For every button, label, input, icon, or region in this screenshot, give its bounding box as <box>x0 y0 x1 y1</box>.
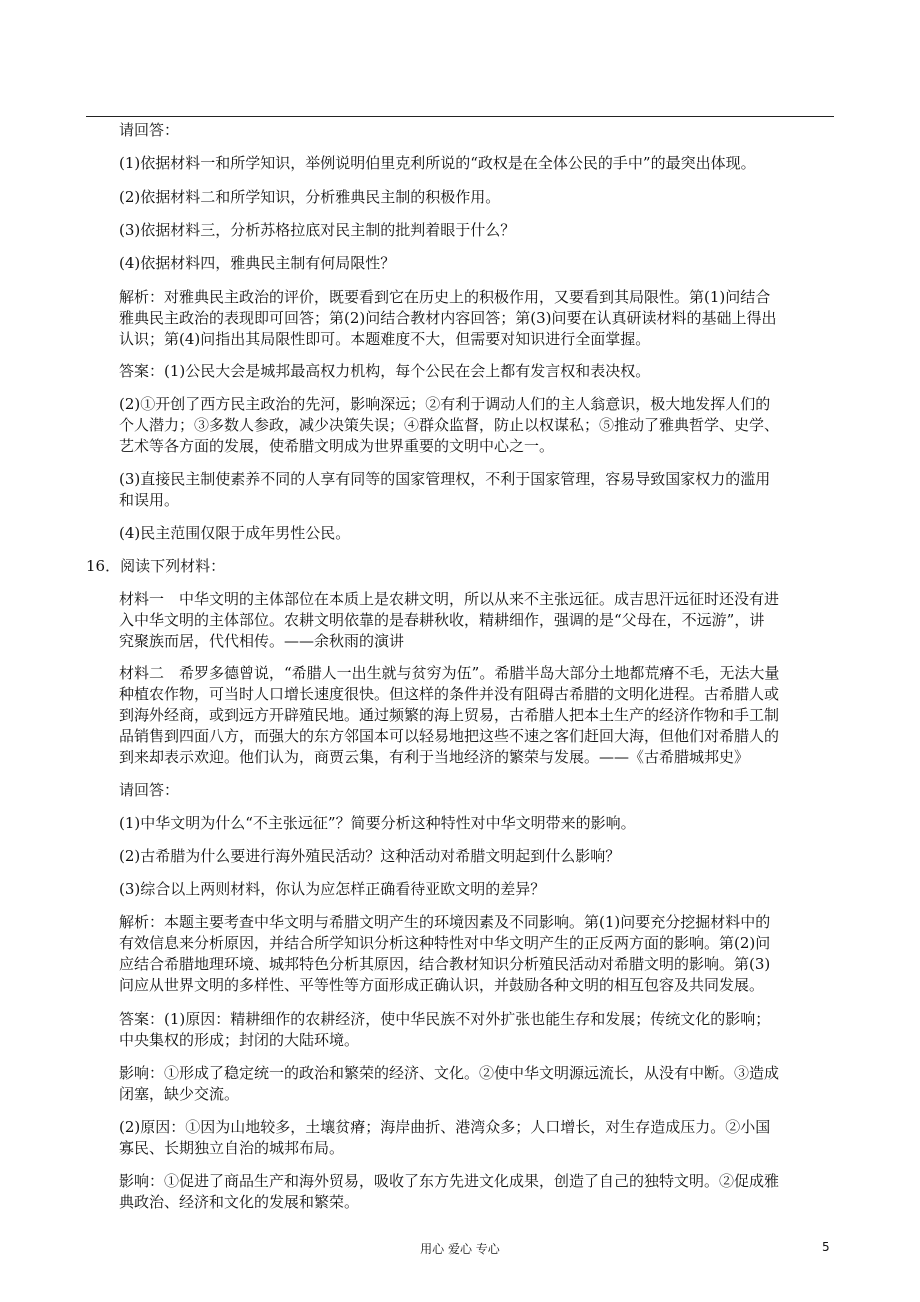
text-line: (1)依据材料一和所学知识，举例说明伯里克利所说的“政权是在全体公民的手中”的最突出体现。 <box>119 154 756 172</box>
text-line: 答案：(1)原因：精耕细作的农耕经济，使中华民族不对外扩张也能生存和发展；传统文化的影响； <box>119 1010 771 1028</box>
text-line: (3)直接民主制使素养不同的人享有同等的国家管理权，不利于国家管理，容易导致国家权力的滥用 <box>119 470 771 488</box>
text-line: 应结合希腊地理环境、城邦特色分析其原因，结合教材知识分析殖民活动对希腊文明的影响。第(3) <box>119 955 771 973</box>
page-footer: 用心 爱心 专心 <box>420 1242 500 1256</box>
text-line: 典政治、经济和文化的发展和繁荣。 <box>119 1193 360 1211</box>
text-line: (1)中华文明为什么“不主张远征”？简要分析这种特性对中华文明带来的影响。 <box>119 814 636 832</box>
text-line: (2)①开创了西方民主政治的先河，影响深远；②有利于调动人们的主人翁意识，极大地发挥人们的 <box>119 395 771 413</box>
text-line: 材料一 中华文明的主体部位在本质上是农耕文明，所以从来不主张远征。成吉思汗远征时还没有进 <box>119 590 780 608</box>
text-line: 解析：本题主要考查中华文明与希腊文明产生的环境因素及不同影响。第(1)问要充分挖掘材料中的 <box>119 913 771 931</box>
text-line: (2)古希腊为什么要进行海外殖民活动？这种活动对希腊文明起到什么影响？ <box>119 847 621 865</box>
text-line: 答案：(1)公民大会是城邦最高权力机构，每个公民在会上都有发言权和表决权。 <box>119 362 651 380</box>
text-line: 入中华文明的主体部位。农耕文明依靠的是春耕秋收，精耕细作，强调的是“父母在，不远游”，讲 <box>119 611 765 629</box>
text-line: 解析：对雅典民主政治的评价，既要看到它在历史上的积极作用，又要看到其局限性。第(1)问结合 <box>119 288 771 306</box>
text-line: 究聚族而居，代代相传。——余秋雨的演讲 <box>119 632 405 650</box>
text-line: 中央集权的形成；封闭的大陆环境。 <box>119 1031 360 1049</box>
text-line: 影响：①促进了商品生产和海外贸易，吸收了东方先进文化成果，创造了自己的独特文明。②促成雅 <box>119 1172 780 1190</box>
text-line: 请回答： <box>119 121 180 139</box>
text-line: (4)依据材料四，雅典民主制有何局限性？ <box>119 254 396 272</box>
text-line: 影响：①形成了稳定统一的政治和繁荣的经济、文化。②使中华文明源远流长，从没有中断。③造成 <box>119 1064 780 1082</box>
text-line: (2)依据材料二和所学知识，分析雅典民主制的积极作用。 <box>119 188 501 206</box>
text-line: 闭塞，缺少交流。 <box>119 1085 240 1103</box>
text-line: 寡民、长期独立自治的城邦布局。 <box>119 1139 345 1157</box>
text-line: 有效信息来分析原因，并结合所学知识分析这种特性对中华文明产生的正反两方面的影响。第(2)问 <box>119 934 771 952</box>
header-rule <box>86 116 834 117</box>
text-line: 品销售到四面八方，而强大的东方邻国本可以轻易地把这些不速之客们赶回大海，但他们对希腊人的 <box>119 727 780 745</box>
text-line: 请回答： <box>119 781 180 799</box>
text-line: (4)民主范围仅限于成年男性公民。 <box>119 524 351 542</box>
text-line: 种植农作物，可当时人口增长速度很快。但这样的条件并没有阻碍古希腊的文明化进程。古希腊人或 <box>119 685 780 703</box>
question-number: 16．阅读下列材料： <box>86 557 226 575</box>
text-line: 认识；第(4)问指出其局限性即可。本题难度不大，但需要对知识进行全面掌握。 <box>119 330 651 348</box>
page-number: 5 <box>822 1240 830 1254</box>
text-line: 艺术等各方面的发展，使希腊文明成为世界重要的文明中心之一。 <box>119 437 555 455</box>
text-line: 到海外经商，或到远方开辟殖民地。通过频繁的海上贸易，古希腊人把本土生产的经济作物和手工制 <box>119 706 780 724</box>
text-line: 雅典民主政治的表现即可回答；第(2)问结合教材内容回答；第(3)问要在认真研读材料的基础上得出 <box>119 309 777 327</box>
text-line: 材料二 希罗多德曾说，“希腊人一出生就与贫穷为伍”。希腊半岛大部分土地都荒瘠不毛，无法大量 <box>119 664 780 682</box>
text-line: 个人潜力；③多数人参政，减少决策失误；④群众监督，防止以权谋私；⑤推动了雅典哲学、史学、 <box>119 416 780 434</box>
text-line: (3)依据材料三，分析苏格拉底对民主制的批判着眼于什么？ <box>119 221 516 239</box>
text-line: (2)原因：①因为山地较多，土壤贫瘠；海岸曲折、港湾众多；人口增长，对生存造成压力。②小国 <box>119 1118 771 1136</box>
text-line: 和误用。 <box>119 491 180 509</box>
text-line: 到来却表示欢迎。他们认为，商贾云集，有利于当地经济的繁荣与发展。——《古希腊城邦史》 <box>119 748 750 766</box>
text-line: (3)综合以上两则材料，你认为应怎样正确看待亚欧文明的差异？ <box>119 880 546 898</box>
text-line: 问应从世界文明的多样性、平等性等方面形成正确认识，并鼓励各种文明的相互包容及共同发展。 <box>119 976 765 994</box>
